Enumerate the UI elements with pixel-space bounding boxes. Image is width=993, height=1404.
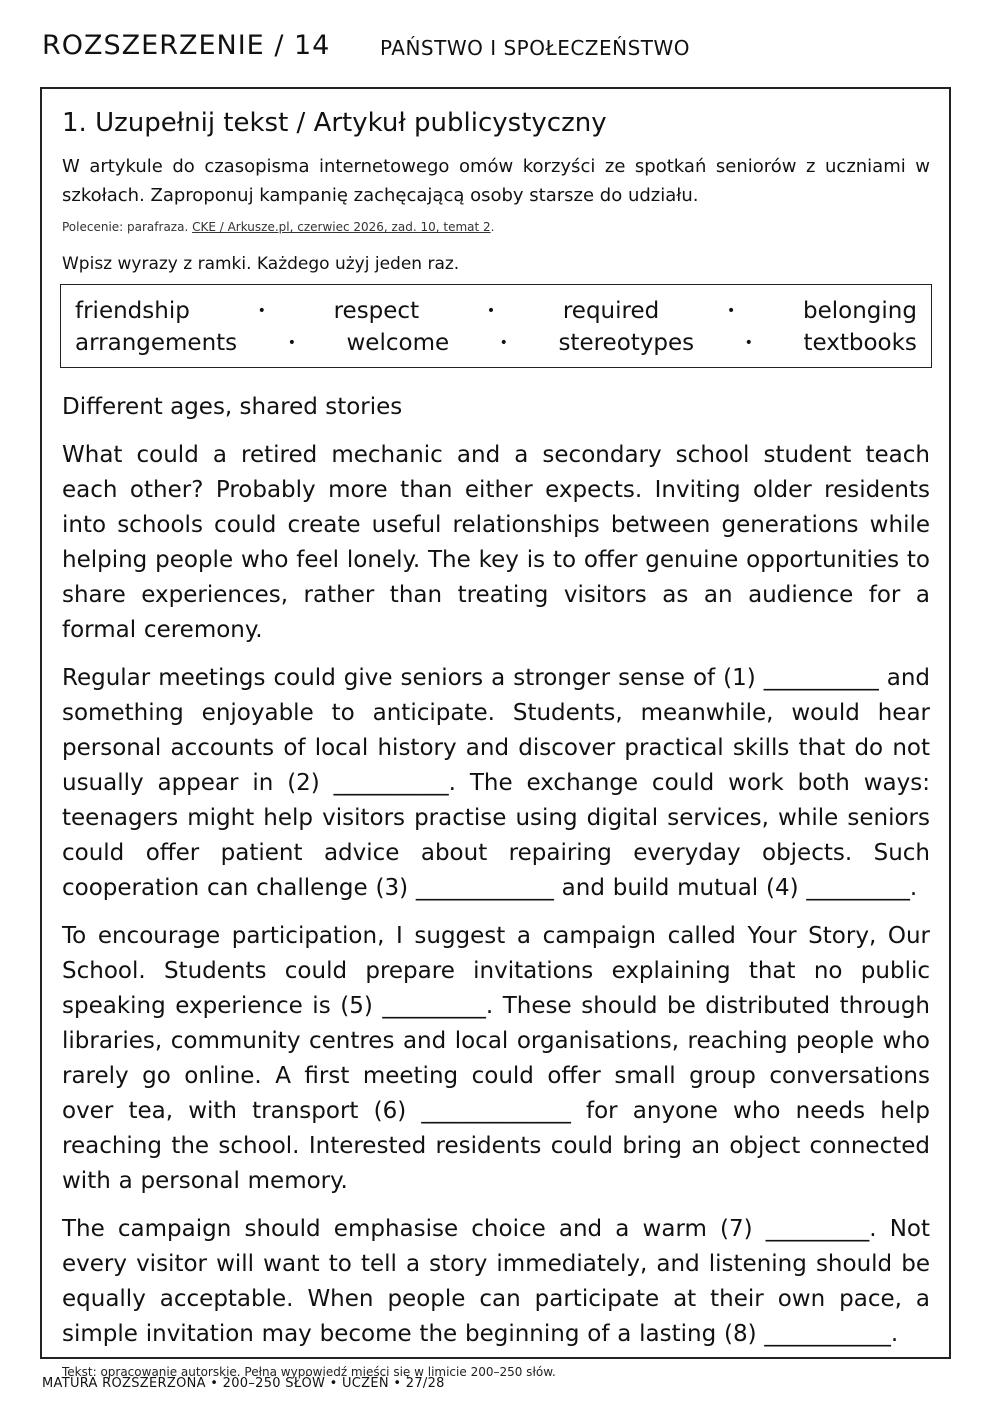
article-paragraph: The campaign should emphasise choice and a warm (7) _________. Not every visitor will want to tell a story immediately, and listening should be equally acceptable. When people can participate at their own pace, a simple invitation may become the beginning of a lasting (8) ___________.	[62, 1216, 930, 1347]
article-title: Different ages, shared stories	[62, 394, 403, 420]
word-item: welcome	[346, 330, 450, 356]
word-item: arrangements	[75, 330, 238, 356]
word-separator: •	[257, 303, 266, 319]
page-footer: MATURA ROZSZERZONA • 200–250 SŁÓW • UCZEŃ • 27/28	[42, 1376, 445, 1391]
word-item: friendship	[75, 298, 190, 324]
exercise-content	[62, 108, 930, 1379]
word-row-1	[75, 295, 917, 327]
word-separator: •	[486, 303, 496, 319]
word-box	[60, 284, 932, 368]
word-separator: •	[287, 335, 296, 351]
task-title: 1. Uzupełnij tekst / Artykuł publicystyczny	[62, 108, 607, 138]
word-row-2	[75, 327, 917, 359]
word-item: textbooks	[803, 330, 917, 356]
article-paragraph: Regular meetings could give seniors a stronger sense of (1) __________ and something enjoyable to anticipate. Students, meanwhile, would hear personal accounts of local history and discover practical skills that do not usually appear in (2) __________. The exchange could work both ways: teenagers might help visitors practise using digital services, while seniors could offer patient advice about repairing everyday objects. Such cooperation can challenge (3) ____________ and build mutual (4) _________.	[62, 665, 930, 901]
word-separator: •	[744, 335, 753, 351]
page-header	[42, 30, 951, 70]
article-paragraph: What could a retired mechanic and a secondary school student teach each other? Probably more than either expects. Inviting older residents into schools could create useful relationships between generations while helping people who feel lonely. The key is to offer genuine opportunities to share experiences, rather than treating visitors as an audience for a formal ceremony.	[62, 442, 930, 643]
task-source	[62, 220, 930, 234]
text-note: Tekst: opracowanie autorskie. Pełna wypowiedź mieści się w limicie 200–250 słów.	[62, 1365, 556, 1379]
word-item: respect	[333, 298, 420, 324]
task-prompt: W artykule do czasopisma internetowego omów korzyści ze spotkań seniorów z uczniami w szkołach. Zaproponuj kampanię zachęcającą osoby starsze do udziału.	[62, 156, 930, 206]
source-suffix: .	[490, 220, 495, 234]
word-item: belonging	[803, 298, 917, 324]
word-item: required	[562, 298, 660, 324]
level-and-page-label: ROZSZERZENIE / 14	[42, 30, 331, 61]
article-paragraph: To encourage participation, I suggest a campaign called Your Story, Our School. Students could prepare invitations explaining that no public speaking experience is (5) _________. These should be distributed through libraries, community centres and local organisations, reaching people who rarely go online. A first meeting could offer small group conversations over tea, with transport (6) _____________ for anyone who needs help reaching the school. Interested residents could bring an object connected with a personal memory.	[62, 923, 930, 1194]
task-instruction: Wpisz wyrazy z ramki. Każdego użyj jeden raz.	[62, 254, 460, 274]
word-separator: •	[726, 303, 736, 319]
word-separator: •	[499, 335, 508, 351]
source-link[interactable]: CKE / Arkusze.pl, czerwiec 2026, zad. 10, temat 2	[192, 220, 491, 234]
word-item: stereotypes	[558, 330, 695, 356]
source-prefix: Polecenie: parafraza.	[62, 220, 193, 234]
section-title: PAŃSTWO I SPOŁECZEŃSTWO	[380, 36, 691, 60]
